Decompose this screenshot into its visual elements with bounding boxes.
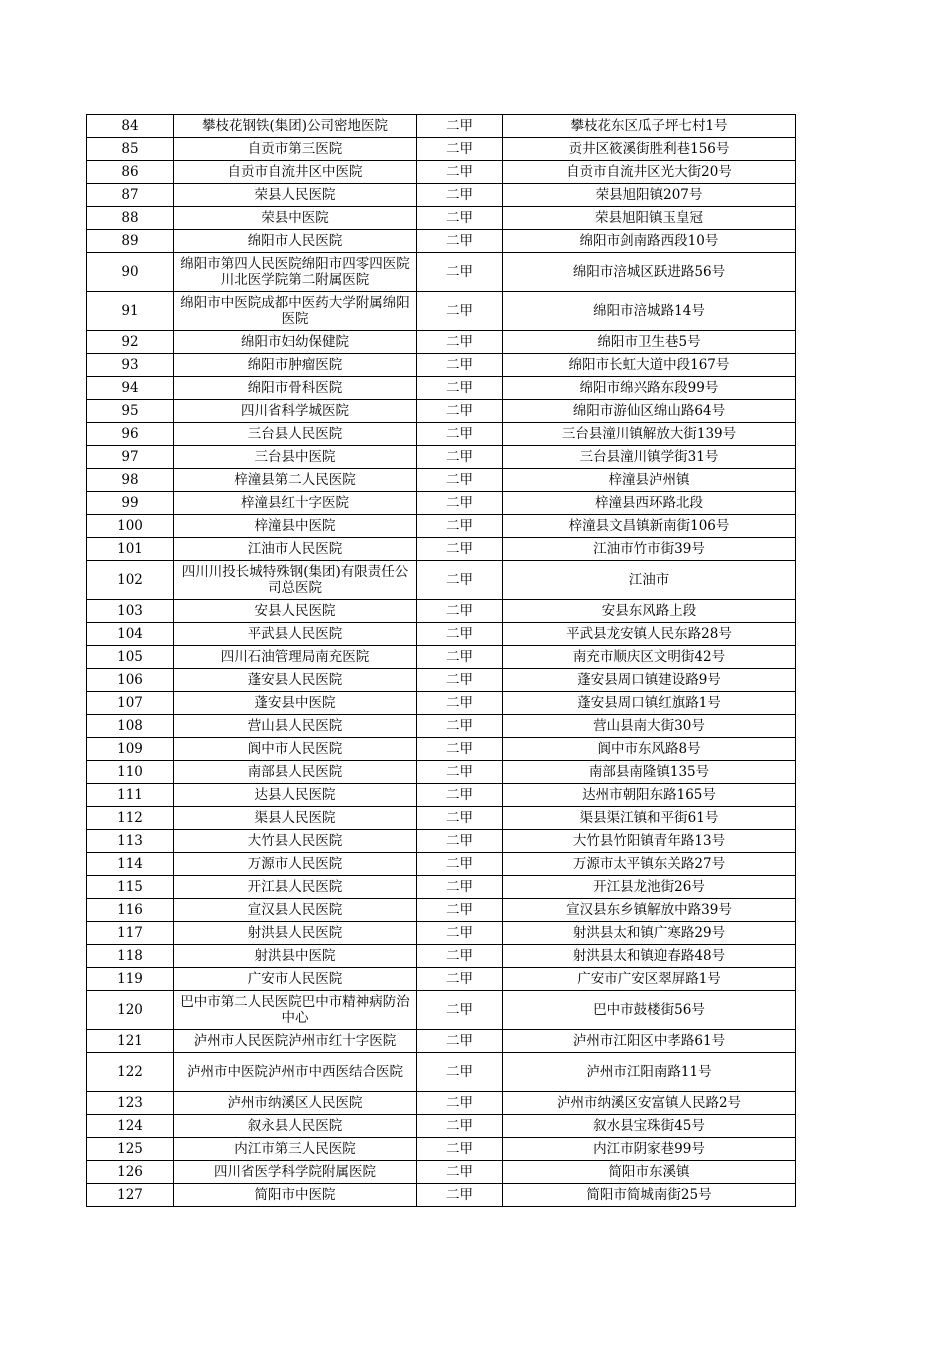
table-row [87,161,796,184]
hospital-name: 泸州市中医院泸州市中西医结合医院 [174,1053,417,1092]
row-number: 124 [87,1115,174,1138]
table-row [87,331,796,354]
hospital-name: 荣县人民医院 [174,184,417,207]
row-number: 116 [87,899,174,922]
hospital-grade: 二甲 [417,669,503,692]
table-row [87,600,796,623]
row-number: 115 [87,876,174,899]
hospital-name: 蓬安县中医院 [174,692,417,715]
table-row [87,354,796,377]
hospital-name: 三台县人民医院 [174,423,417,446]
table-row [87,646,796,669]
hospital-name: 江油市人民医院 [174,538,417,561]
row-number: 96 [87,423,174,446]
hospital-name: 泸州市纳溪区人民医院 [174,1092,417,1115]
hospital-name: 绵阳市中医院成都中医药大学附属绵阳医院 [174,292,417,331]
hospital-address: 攀枝花东区瓜子坪七村1号 [503,115,796,138]
hospital-address: 泸州市江阳区中孝路61号 [503,1030,796,1053]
hospital-address: 宣汉县东乡镇解放中路39号 [503,899,796,922]
table-row [87,761,796,784]
hospital-grade: 二甲 [417,253,503,292]
hospital-address: 蓬安县周口镇红旗路1号 [503,692,796,715]
row-number: 98 [87,469,174,492]
row-number: 127 [87,1184,174,1207]
hospital-address: 梓潼县文昌镇新南街106号 [503,515,796,538]
hospital-address: 内江市阴家巷99号 [503,1138,796,1161]
hospital-grade: 二甲 [417,1184,503,1207]
hospital-address: 绵阳市绵兴路东段99号 [503,377,796,400]
hospital-name: 荣县中医院 [174,207,417,230]
hospital-grade: 二甲 [417,646,503,669]
hospital-grade: 二甲 [417,899,503,922]
hospital-grade: 二甲 [417,853,503,876]
table-row [87,400,796,423]
table-row [87,423,796,446]
hospital-address: 贡井区筱溪街胜利巷156号 [503,138,796,161]
hospital-name: 梓潼县第二人民医院 [174,469,417,492]
table-row [87,184,796,207]
hospital-grade: 二甲 [417,1115,503,1138]
hospital-grade: 二甲 [417,400,503,423]
table-row [87,623,796,646]
hospital-name: 大竹县人民医院 [174,830,417,853]
hospital-address: 三台县潼川镇学街31号 [503,446,796,469]
hospital-name: 四川石油管理局南充医院 [174,646,417,669]
hospital-name: 营山县人民医院 [174,715,417,738]
row-number: 114 [87,853,174,876]
table-row [87,715,796,738]
table-row [87,876,796,899]
hospital-grade: 二甲 [417,115,503,138]
row-number: 123 [87,1092,174,1115]
hospital-name: 达县人民医院 [174,784,417,807]
hospital-name: 四川省医学科学院附属医院 [174,1161,417,1184]
row-number: 89 [87,230,174,253]
hospital-grade: 二甲 [417,715,503,738]
hospital-address: 蓬安县周口镇建设路9号 [503,669,796,692]
hospital-address: 梓潼县泸州镇 [503,469,796,492]
hospital-grade: 二甲 [417,561,503,600]
hospital-address: 开江县龙池街26号 [503,876,796,899]
hospital-address: 阆中市东风路8号 [503,738,796,761]
hospital-address: 梓潼县西环路北段 [503,492,796,515]
hospital-address: 达州市朝阳东路165号 [503,784,796,807]
table-row [87,1138,796,1161]
row-number: 126 [87,1161,174,1184]
row-number: 107 [87,692,174,715]
table-row [87,1184,796,1207]
table-row [87,253,796,292]
hospital-grade: 二甲 [417,331,503,354]
hospital-name: 梓潼县中医院 [174,515,417,538]
hospital-grade: 二甲 [417,991,503,1030]
hospital-grade: 二甲 [417,207,503,230]
row-number: 118 [87,945,174,968]
hospital-grade: 二甲 [417,446,503,469]
hospital-name: 泸州市人民医院泸州市红十字医院 [174,1030,417,1053]
hospital-name: 万源市人民医院 [174,853,417,876]
hospital-name: 阆中市人民医院 [174,738,417,761]
hospital-name: 绵阳市妇幼保健院 [174,331,417,354]
hospital-address: 江油市竹市街39号 [503,538,796,561]
table-row [87,669,796,692]
table-row [87,899,796,922]
hospital-name: 宣汉县人民医院 [174,899,417,922]
hospital-address: 简阳市东溪镇 [503,1161,796,1184]
table-row [87,1161,796,1184]
hospital-grade: 二甲 [417,600,503,623]
hospital-name: 广安市人民医院 [174,968,417,991]
hospital-grade: 二甲 [417,423,503,446]
row-number: 104 [87,623,174,646]
table-row [87,446,796,469]
table-row [87,991,796,1030]
hospital-name: 渠县人民医院 [174,807,417,830]
hospital-address: 巴中市鼓楼街56号 [503,991,796,1030]
hospital-address: 广安市广安区翠屏路1号 [503,968,796,991]
hospital-name: 叙永县人民医院 [174,1115,417,1138]
hospital-name: 自贡市自流井区中医院 [174,161,417,184]
row-number: 120 [87,991,174,1030]
table-row [87,1115,796,1138]
hospital-name: 南部县人民医院 [174,761,417,784]
table-row [87,492,796,515]
hospital-grade: 二甲 [417,1138,503,1161]
hospital-address: 绵阳市剑南路西段10号 [503,230,796,253]
row-number: 119 [87,968,174,991]
table-row [87,807,796,830]
row-number: 90 [87,253,174,292]
table-row [87,230,796,253]
table-row [87,138,796,161]
hospital-grade: 二甲 [417,692,503,715]
hospital-table-body [87,115,796,1207]
hospital-address: 射洪县太和镇广寒路29号 [503,922,796,945]
hospital-name: 蓬安县人民医院 [174,669,417,692]
row-number: 111 [87,784,174,807]
hospital-address: 简阳市简城南街25号 [503,1184,796,1207]
hospital-grade: 二甲 [417,538,503,561]
hospital-grade: 二甲 [417,784,503,807]
row-number: 121 [87,1030,174,1053]
hospital-address: 叙水县宝珠街45号 [503,1115,796,1138]
hospital-name: 绵阳市第四人民医院绵阳市四零四医院川北医学院第二附属医院 [174,253,417,292]
table-row [87,1053,796,1092]
row-number: 93 [87,354,174,377]
table-row [87,922,796,945]
hospital-grade: 二甲 [417,738,503,761]
hospital-name: 三台县中医院 [174,446,417,469]
hospital-address: 荣县旭阳镇玉皇冠 [503,207,796,230]
hospital-grade: 二甲 [417,945,503,968]
table-row [87,1092,796,1115]
hospital-name: 梓潼县红十字医院 [174,492,417,515]
hospital-address: 江油市 [503,561,796,600]
row-number: 105 [87,646,174,669]
row-number: 97 [87,446,174,469]
hospital-address: 绵阳市卫生巷5号 [503,331,796,354]
row-number: 113 [87,830,174,853]
hospital-name: 开江县人民医院 [174,876,417,899]
hospital-grade: 二甲 [417,968,503,991]
row-number: 106 [87,669,174,692]
hospital-table [86,114,796,1207]
hospital-grade: 二甲 [417,1030,503,1053]
table-row [87,377,796,400]
hospital-address: 万源市太平镇东关路27号 [503,853,796,876]
hospital-grade: 二甲 [417,354,503,377]
hospital-name: 四川川投长城特殊钢(集团)有限责任公司总医院 [174,561,417,600]
hospital-grade: 二甲 [417,1053,503,1092]
table-row [87,945,796,968]
hospital-address: 南充市顺庆区文明街42号 [503,646,796,669]
table-row [87,538,796,561]
row-number: 87 [87,184,174,207]
hospital-address: 南部县南隆镇135号 [503,761,796,784]
hospital-address: 泸州市纳溪区安富镇人民路2号 [503,1092,796,1115]
hospital-grade: 二甲 [417,184,503,207]
table-row [87,292,796,331]
row-number: 117 [87,922,174,945]
hospital-name: 攀枝花钢铁(集团)公司密地医院 [174,115,417,138]
hospital-grade: 二甲 [417,830,503,853]
hospital-address: 安县东风路上段 [503,600,796,623]
hospital-address: 绵阳市涪城区跃进路56号 [503,253,796,292]
hospital-name: 简阳市中医院 [174,1184,417,1207]
table-row [87,692,796,715]
row-number: 86 [87,161,174,184]
hospital-name: 安县人民医院 [174,600,417,623]
hospital-address: 平武县龙安镇人民东路28号 [503,623,796,646]
hospital-grade: 二甲 [417,623,503,646]
table-row [87,207,796,230]
table-row [87,738,796,761]
hospital-name: 内江市第三人民医院 [174,1138,417,1161]
hospital-grade: 二甲 [417,515,503,538]
hospital-grade: 二甲 [417,1092,503,1115]
hospital-address: 荣县旭阳镇207号 [503,184,796,207]
row-number: 88 [87,207,174,230]
hospital-address: 营山县南大街30号 [503,715,796,738]
hospital-name: 自贡市第三医院 [174,138,417,161]
hospital-grade: 二甲 [417,138,503,161]
row-number: 100 [87,515,174,538]
hospital-address: 自贡市自流井区光大街20号 [503,161,796,184]
row-number: 91 [87,292,174,331]
hospital-address: 泸州市江阳南路11号 [503,1053,796,1092]
table-row [87,1030,796,1053]
row-number: 125 [87,1138,174,1161]
hospital-grade: 二甲 [417,1161,503,1184]
table-row [87,830,796,853]
table-row [87,469,796,492]
row-number: 94 [87,377,174,400]
hospital-address: 射洪县太和镇迎春路48号 [503,945,796,968]
hospital-grade: 二甲 [417,922,503,945]
hospital-grade: 二甲 [417,469,503,492]
row-number: 85 [87,138,174,161]
hospital-address: 渠县渠江镇和平街61号 [503,807,796,830]
hospital-grade: 二甲 [417,377,503,400]
row-number: 112 [87,807,174,830]
hospital-name: 平武县人民医院 [174,623,417,646]
table-row [87,784,796,807]
row-number: 122 [87,1053,174,1092]
row-number: 108 [87,715,174,738]
hospital-address: 绵阳市游仙区绵山路64号 [503,400,796,423]
hospital-grade: 二甲 [417,161,503,184]
hospital-name: 射洪县人民医院 [174,922,417,945]
hospital-address: 绵阳市涪城路14号 [503,292,796,331]
hospital-name: 绵阳市骨科医院 [174,377,417,400]
table-row [87,115,796,138]
hospital-address: 大竹县竹阳镇青年路13号 [503,830,796,853]
row-number: 110 [87,761,174,784]
hospital-grade: 二甲 [417,807,503,830]
table-row [87,561,796,600]
hospital-name: 射洪县中医院 [174,945,417,968]
row-number: 99 [87,492,174,515]
hospital-name: 巴中市第二人民医院巴中市精神病防治中心 [174,991,417,1030]
row-number: 84 [87,115,174,138]
row-number: 102 [87,561,174,600]
hospital-grade: 二甲 [417,230,503,253]
row-number: 95 [87,400,174,423]
hospital-name: 四川省科学城医院 [174,400,417,423]
row-number: 101 [87,538,174,561]
hospital-name: 绵阳市肿瘤医院 [174,354,417,377]
hospital-grade: 二甲 [417,761,503,784]
table-row [87,853,796,876]
hospital-grade: 二甲 [417,292,503,331]
hospital-address: 三台县潼川镇解放大街139号 [503,423,796,446]
hospital-grade: 二甲 [417,876,503,899]
hospital-address: 绵阳市长虹大道中段167号 [503,354,796,377]
hospital-grade: 二甲 [417,492,503,515]
hospital-name: 绵阳市人民医院 [174,230,417,253]
table-row [87,968,796,991]
table-row [87,515,796,538]
row-number: 103 [87,600,174,623]
row-number: 109 [87,738,174,761]
row-number: 92 [87,331,174,354]
